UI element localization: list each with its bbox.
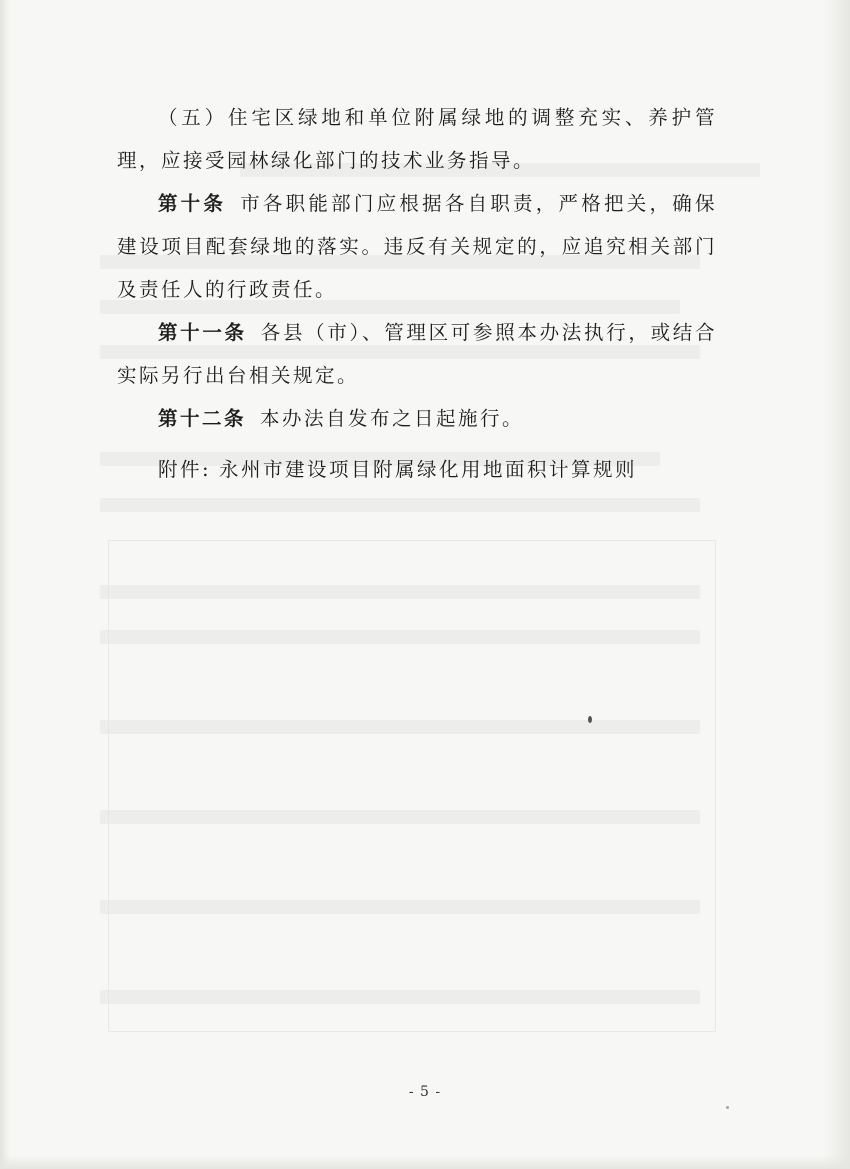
- body-text: [117, 96, 717, 491]
- appendix-label: 附件:: [157, 458, 212, 481]
- article-number: 第十二条: [157, 407, 246, 430]
- article-text: 市各职能部门应根据各自职责，严格把关，确保建设项目配套绿地的落实。违反有关规定的，应追究相关部门及责任人的行政责任。: [117, 192, 717, 301]
- article-text: 本办法自发布之日起施行。: [259, 407, 524, 430]
- scan-speck: [726, 1106, 729, 1109]
- page-number: - 5 -: [408, 1084, 442, 1100]
- scan-edge-right: [824, 0, 850, 1169]
- article-11: [117, 311, 717, 397]
- paragraph-text: （五）住宅区绿地和单位附属绿地的调整充实、养护管理，应接受园林绿化部门的技术业务指导。: [117, 106, 717, 172]
- article-number: 第十条: [157, 192, 227, 215]
- appendix-title: 永州市建设项目附属绿化用地面积计算规则: [219, 458, 638, 481]
- bleed-through-table: [108, 540, 716, 1032]
- article-number: 第十一条: [157, 321, 247, 344]
- article-10: [117, 182, 717, 311]
- paragraph-item-5: [117, 96, 717, 182]
- article-text: 各县（市）、管理区可参照本办法执行，或结合实际另行出台相关规定。: [117, 321, 717, 387]
- scan-speck: [588, 716, 592, 723]
- appendix-line: [117, 448, 717, 491]
- scan-edge-left: [0, 0, 10, 1169]
- article-12: [117, 397, 717, 440]
- scan-edge-bottom: [0, 1155, 850, 1169]
- bleed-through-mark: [100, 498, 700, 512]
